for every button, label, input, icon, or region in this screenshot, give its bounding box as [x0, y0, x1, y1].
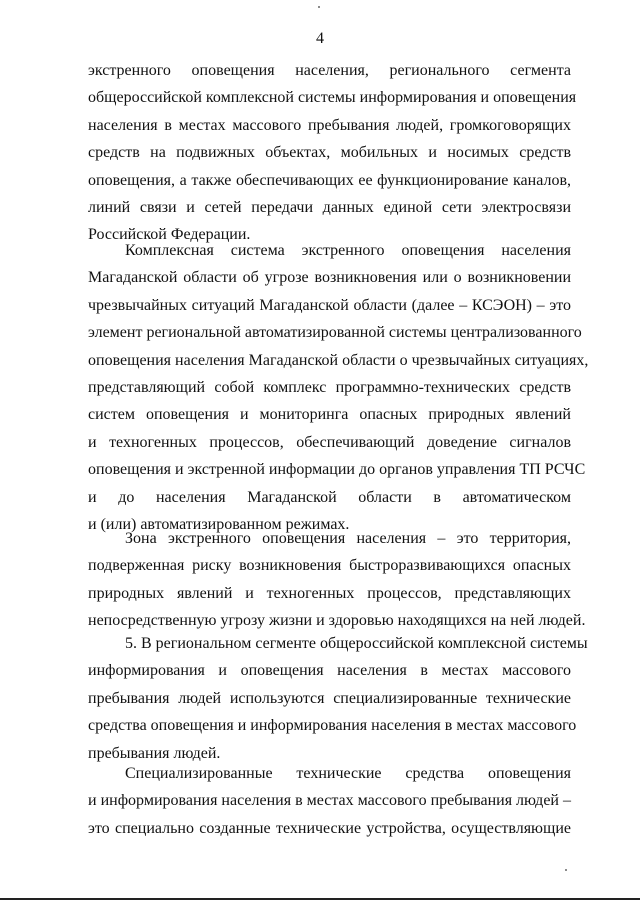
text-line: представляющий собой комплекс программно-технических средств: [88, 379, 571, 397]
text-line: Комплексная система экстренного оповещения населения: [125, 242, 571, 259]
paragraph-4: [88, 630, 588, 767]
text-line: экстренного оповещения населения, регионального сегмента: [88, 62, 571, 79]
text-line: пребывания людей.: [88, 744, 221, 762]
paragraph-1: [88, 57, 577, 249]
text-line: оповещения населения Магаданской области о чрезвычайных ситуациях,: [88, 351, 589, 369]
text-line: 5. В региональном сегменте общероссийской комплексной системы: [125, 635, 588, 652]
scan-edge-line: [0, 898, 640, 900]
paragraph-2: [88, 237, 589, 538]
paragraph-5: [88, 760, 571, 842]
text-line: и до населения Магаданской области в автоматическом: [88, 488, 571, 506]
scan-speck: [565, 869, 567, 871]
text-line: систем оповещения и мониторинга опасных природных явлений: [88, 406, 571, 424]
text-line: и техногенных процессов, обеспечивающий доведение сигналов: [88, 433, 571, 451]
text-line: Специализированные технические средства оповещения: [125, 765, 571, 782]
text-line: это специально созданные технические устройства, осуществляющие: [88, 819, 571, 837]
paragraph-3: [88, 525, 586, 635]
text-line: линий связи и сетей передачи данных единой сети электросвязи: [88, 199, 571, 217]
text-line: населения в местах массового пребывания людей, громкоговорящих: [88, 116, 571, 134]
text-line: пребывания людей используются специализированные технические: [88, 689, 571, 707]
text-line: и информирования населения в местах массового пребывания людей –: [88, 792, 571, 810]
text-line: и (или) автоматизированном режимах.: [88, 516, 350, 534]
scan-speck: [318, 6, 320, 8]
text-line: средства оповещения и информирования населения в местах массового: [88, 717, 577, 735]
text-line: оповещения, а также обеспечивающих ее функционирование каналов,: [88, 171, 571, 189]
page-number: 4: [316, 30, 324, 47]
text-line: оповещения и экстренной информации до органов управления ТП РСЧС: [88, 461, 586, 479]
text-line: Зона экстренного оповещения населения – это территория,: [125, 530, 571, 547]
text-line: элемент региональной автоматизированной системы централизованного: [88, 324, 582, 342]
text-line: информирования и оповещения населения в местах массового: [88, 662, 571, 680]
text-line: общероссийской комплексной системы информирования и оповещения: [88, 89, 577, 107]
text-line: непосредственную угрозу жизни и здоровью находящихся на ней людей.: [88, 612, 586, 630]
text-line: природных явлений и техногенных процессов, представляющих: [88, 584, 571, 602]
text-line: средств на подвижных объектах, мобильных и носимых средств: [88, 144, 571, 162]
text-line: подверженная риску возникновения быстроразвивающихся опасных: [88, 557, 571, 575]
text-line: чрезвычайных ситуаций Магаданской области (далее – КСЭОН) – это: [88, 296, 571, 314]
text-line: Магаданской области об угрозе возникновения или о возникновении: [88, 269, 571, 287]
text-line: Российской Федерации.: [88, 226, 251, 244]
